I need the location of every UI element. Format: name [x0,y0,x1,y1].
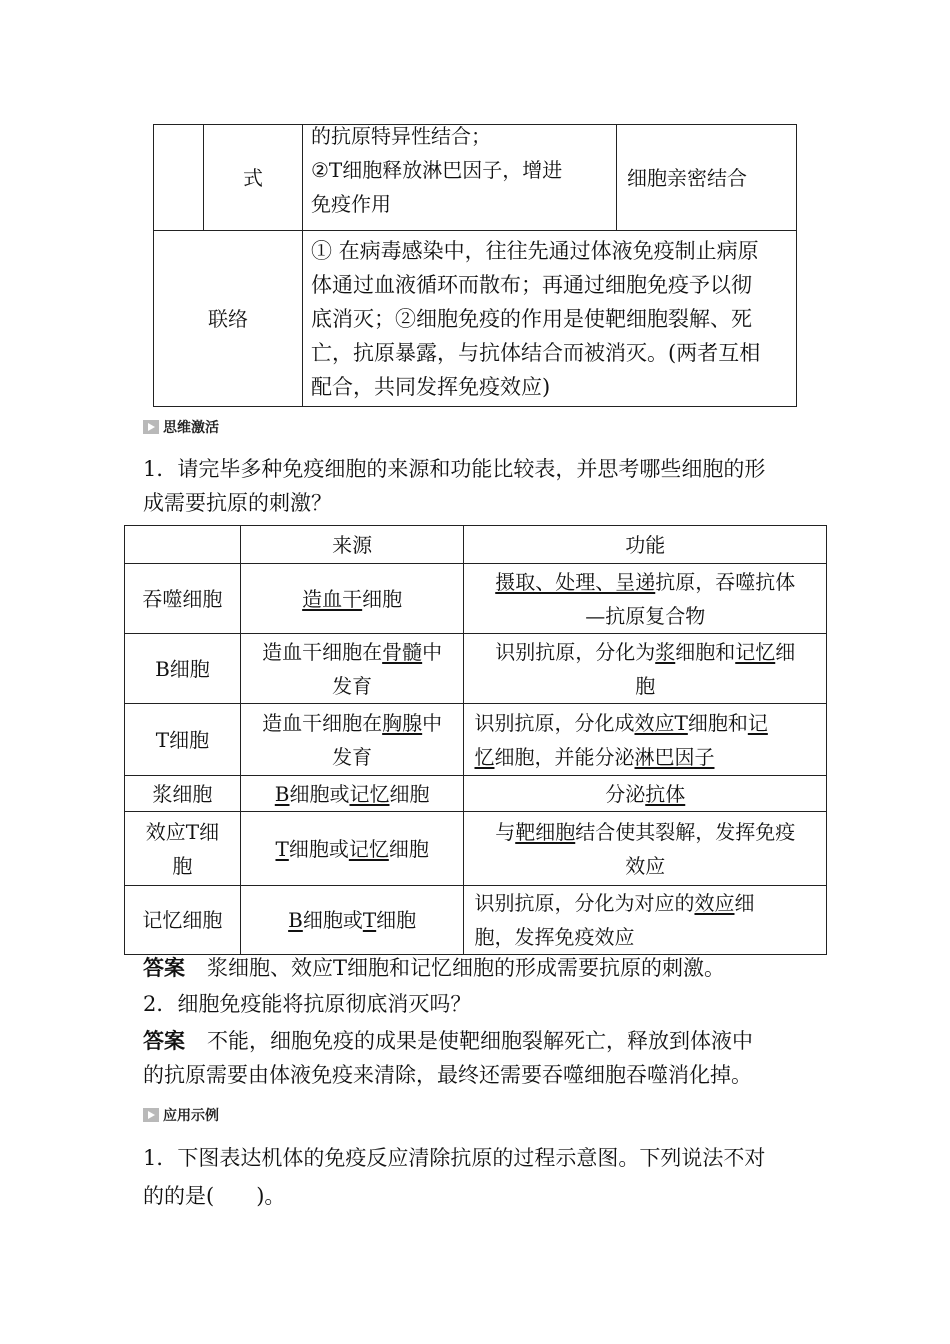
table1-cell-blank [154,125,204,231]
table2-header-row [125,526,827,564]
table-row [125,812,827,886]
table2-header-source: 来源 [240,526,464,564]
comparison-table-continued [153,124,797,407]
cell-function: 识别抗原，分化为浆细胞和记忆细 胞 [464,634,827,704]
cell-type: T细胞 [125,704,241,776]
cell-function: 分泌抗体 [464,776,827,812]
cell-function: 识别抗原，分化成效应T细胞和记 忆细胞，并能分泌淋巴因子 [464,704,827,776]
table2-header-function: 功能 [464,526,827,564]
answer-label: 答案 [143,1029,185,1053]
cell-source: B细胞或记忆细胞 [240,776,464,812]
table1-cell-relation-label: 联络 [154,231,303,407]
answer-1: 答案 浆细胞、效应T细胞和记忆细胞的形成需要抗原的刺激。 [143,956,726,980]
section-header-application: 应用示例 [143,1105,219,1125]
cell-source: B细胞或T细胞 [240,886,464,955]
cell-source: 造血干细胞在胸腺中 发育 [240,704,464,776]
table2-header-cell [125,526,241,564]
table-row [125,634,827,704]
table-row [125,776,827,812]
table-row [125,704,827,776]
cell-function: 摄取、处理、呈递抗原，吞噬抗体 —抗原复合物 [464,564,827,634]
cell-source: 造血干细胞 [240,564,464,634]
immune-cells-table [124,525,827,955]
section-header-thinking: 思维激活 [143,417,219,437]
cell-function: 与靶细胞结合使其裂解，发挥免疫 效应 [464,812,827,886]
cell-type: 效应T细 胞 [125,812,241,886]
cell-source: 造血干细胞在骨髓中 发育 [240,634,464,704]
table-row [125,886,827,955]
table-row [125,564,827,634]
answer-label: 答案 [143,956,185,980]
table1-cell-relation-text: ① 在病毒感染中，往往先通过体液免疫制止病原 体通过血液循环而散布；再通过细胞免疫予以彻 底消灭；②细胞免疫的作用是使靶细胞裂解、死 亡，抗原暴露，与抗体结合而被消灭。(两者互相 配合，共同发挥免疫效应) [303,231,797,407]
table1-cell-cellular-mode: 的抗原特异性结合； ②T细胞释放淋巴因子，增进 免疫作用 [303,125,617,231]
cell-source: T细胞或记忆细胞 [240,812,464,886]
cell-type: 记忆细胞 [125,886,241,955]
question-2: 2．细胞免疫能将抗原彻底消灭吗？ [143,992,472,1016]
cell-type: B细胞 [125,634,241,704]
cell-type: 浆细胞 [125,776,241,812]
table1-cell-mode: 式 [204,125,303,231]
answer-2: 答案 不能，细胞免疫的成果是使靶细胞裂解死亡，释放到体液中 的抗原需要由体液免疫来清除，最终还需要吞噬细胞吞噬消化掉。 [143,1029,753,1087]
cell-function: 识别抗原，分化为对应的效应细 胞，发挥免疫效应 [464,886,827,955]
play-triangle-icon [143,1108,159,1122]
cell-type: 吞噬细胞 [125,564,241,634]
question-1: 1．请完毕多种免疫细胞的来源和功能比较表，并思考哪些细胞的形 成需要抗原的刺激？ [143,457,766,515]
play-triangle-icon [143,420,159,434]
question-3: 1．下图表达机体的免疫反应清除抗原的过程示意图。下列说法不对 的的是( )。 [143,1146,766,1208]
table1-cell-contact: 细胞亲密结合 [617,125,797,231]
